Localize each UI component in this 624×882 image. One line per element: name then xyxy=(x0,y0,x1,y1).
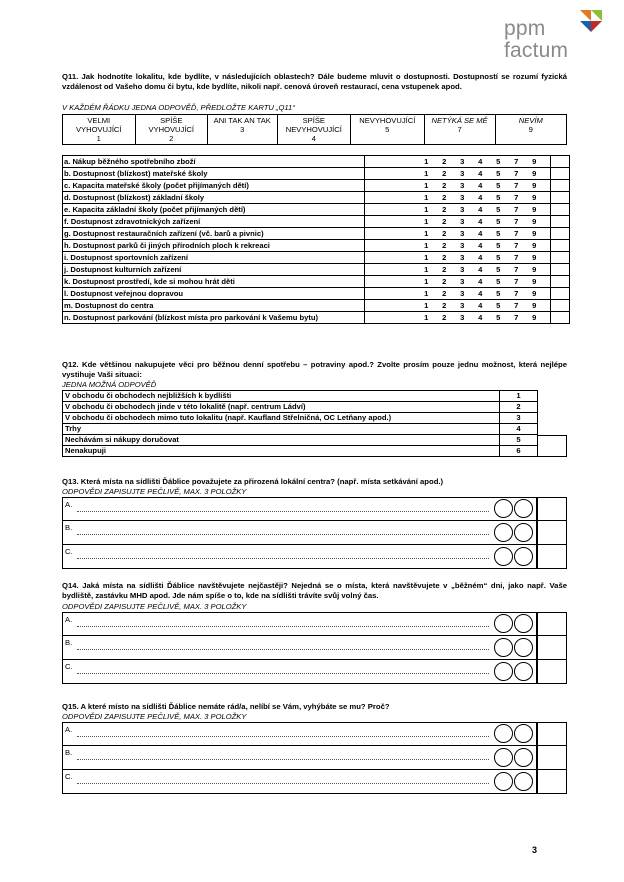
answer-code[interactable]: 4 xyxy=(478,193,483,202)
table-row xyxy=(63,216,570,228)
answer-code[interactable]: 1 xyxy=(424,277,429,286)
q12-option-code[interactable]: 2 xyxy=(500,402,538,413)
q11-item-label: i. Dostupnost sportovních zařízení xyxy=(63,252,365,264)
code-circle[interactable] xyxy=(494,662,513,681)
q12-answer-box[interactable] xyxy=(537,435,567,457)
answer-code[interactable]: 1 xyxy=(424,157,429,166)
q11-answer-box[interactable] xyxy=(551,168,570,180)
answer-code[interactable]: 3 xyxy=(460,181,465,190)
answer-code[interactable]: 1 xyxy=(424,181,429,190)
q11-item-label: l. Dostupnost veřejnou dopravou xyxy=(63,288,365,300)
answer-code[interactable]: 3 xyxy=(460,205,465,214)
answer-code[interactable]: 7 xyxy=(514,277,519,286)
page-number: 3 xyxy=(532,845,538,855)
q11-codes xyxy=(365,204,551,216)
scale-label: ANI TAK AN TAK xyxy=(213,116,271,125)
scale-header-cell xyxy=(277,115,351,145)
answer-code[interactable]: 2 xyxy=(442,241,447,250)
answer-box[interactable] xyxy=(537,722,567,746)
q12-option-label: V obchodu či obchodech nejbližších k bydlišti xyxy=(63,391,500,402)
scale-label: NETÝKÁ SE MĚ xyxy=(431,116,488,125)
code-circle[interactable] xyxy=(514,662,533,681)
answer-code[interactable]: 9 xyxy=(532,277,537,286)
answer-code[interactable]: 4 xyxy=(478,229,483,238)
q11-item-label: f. Dostupnost zdravotnických zařízení xyxy=(63,216,365,228)
q11-answer-box[interactable] xyxy=(551,264,570,276)
answer-code[interactable]: 4 xyxy=(478,157,483,166)
answer-code[interactable]: 7 xyxy=(514,229,519,238)
answer-code[interactable]: 1 xyxy=(424,169,429,178)
q11-item-label: a. Nákup běžného spotřebního zboží xyxy=(63,156,365,168)
code-circle[interactable] xyxy=(514,547,533,566)
answer-code[interactable]: 2 xyxy=(442,217,447,226)
answer-box[interactable] xyxy=(537,770,567,794)
answer-code[interactable]: 3 xyxy=(460,253,465,262)
answer-write-line[interactable] xyxy=(77,558,489,559)
answer-row-label: B. xyxy=(65,523,73,532)
answer-row-label: C. xyxy=(65,662,73,671)
answer-write-line[interactable] xyxy=(77,759,489,760)
answer-code[interactable]: 4 xyxy=(478,241,483,250)
table-row xyxy=(63,391,538,402)
q13-instruction: ODPOVĚDI ZAPISUJTE PEČLIVĚ, MAX. 3 POLOŽKY xyxy=(62,487,247,496)
answer-write-line[interactable] xyxy=(77,534,489,535)
answer-code[interactable]: 4 xyxy=(478,205,483,214)
table-row xyxy=(63,240,570,252)
scale-code: 7 xyxy=(457,125,462,134)
scale-label: SPÍŠE VYHOVUJÍCÍ xyxy=(148,116,195,134)
q11-answer-box[interactable] xyxy=(551,180,570,192)
answer-code[interactable]: 7 xyxy=(514,193,519,202)
answer-write-line[interactable] xyxy=(77,626,489,627)
answer-row xyxy=(62,545,537,569)
q14-question: Q14. Jaká místa na sídlišti Ďáblice navštěvujete nejčastěji? Nejedná se o místa, která navštěvujete v „běžném“ dni, jako např. Vaše bydliště, zastávku MHD apod. Jde nám spíše o to, kde na sídlišti trávíte svůj volný čas. xyxy=(62,581,567,600)
q11-codes xyxy=(365,156,551,168)
answer-code[interactable]: 3 xyxy=(460,277,465,286)
answer-code[interactable]: 3 xyxy=(460,301,465,310)
answer-code[interactable]: 1 xyxy=(424,313,429,322)
q12-option-label: Trhy xyxy=(63,424,500,435)
code-circle[interactable] xyxy=(494,547,513,566)
answer-code[interactable]: 5 xyxy=(496,277,501,286)
answer-code[interactable]: 2 xyxy=(442,277,447,286)
q11-answer-box[interactable] xyxy=(551,192,570,204)
q11-item-label: n. Dostupnost parkování (blízkost místa pro parkování k Vašemu bytu) xyxy=(63,312,365,324)
q11-answer-box[interactable] xyxy=(551,156,570,168)
answer-code[interactable]: 9 xyxy=(532,229,537,238)
answer-code[interactable]: 5 xyxy=(496,193,501,202)
q11-codes xyxy=(365,216,551,228)
table-row xyxy=(63,424,538,435)
answer-code[interactable]: 4 xyxy=(478,289,483,298)
scale-code: 9 xyxy=(528,125,533,134)
answer-code[interactable]: 2 xyxy=(442,301,447,310)
answer-code[interactable]: 9 xyxy=(532,157,537,166)
scale-label: NEVÍM xyxy=(518,116,543,125)
answer-row-label: A. xyxy=(65,615,73,624)
code-circle[interactable] xyxy=(494,638,513,657)
answer-code[interactable]: 9 xyxy=(532,301,537,310)
answer-code[interactable]: 5 xyxy=(496,205,501,214)
q11-codes xyxy=(365,168,551,180)
scale-header-cell xyxy=(135,115,208,145)
answer-row xyxy=(62,612,537,636)
answer-row xyxy=(62,636,537,660)
q12-option-label: V obchodu či obchodech mimo tuto lokalitu (např. Kaufland Střelničná, OC Letňany apod.) xyxy=(63,413,500,424)
table-row xyxy=(63,192,570,204)
answer-code[interactable]: 7 xyxy=(514,181,519,190)
q12-option-code[interactable]: 4 xyxy=(500,424,538,435)
q11-scale-header xyxy=(62,114,567,145)
q11-codes xyxy=(365,240,551,252)
answer-code[interactable]: 5 xyxy=(496,157,501,166)
table-row xyxy=(63,252,570,264)
q11-answer-box[interactable] xyxy=(551,288,570,300)
q12-option-code[interactable]: 5 xyxy=(500,435,538,446)
answer-code[interactable]: 9 xyxy=(532,217,537,226)
answer-code[interactable]: 9 xyxy=(532,313,537,322)
answer-code[interactable]: 7 xyxy=(514,241,519,250)
q11-item-label: b. Dostupnost (blízkost) mateřské školy xyxy=(63,168,365,180)
answer-row xyxy=(62,660,537,684)
answer-code[interactable]: 9 xyxy=(532,205,537,214)
code-circle[interactable] xyxy=(494,772,513,791)
table-row xyxy=(63,446,538,457)
answer-code[interactable]: 9 xyxy=(532,241,537,250)
logo-line-1: ppm xyxy=(504,17,546,40)
answer-row-label: B. xyxy=(65,638,73,647)
q12-option-code[interactable]: 1 xyxy=(500,391,538,402)
q12-instruction: JEDNA MOŽNÁ ODPOVĚĎ xyxy=(62,380,157,389)
q13-question: Q13. Která místa na sídlišti Ďáblice považujete za přirozená lokální centra? (např. místa setkávání apod.) xyxy=(62,477,444,486)
answer-code[interactable]: 7 xyxy=(514,205,519,214)
answer-row xyxy=(62,497,537,521)
q11-answer-box[interactable] xyxy=(551,216,570,228)
q11-item-label: c. Kapacita mateřské školy (počet přijímaných dětí) xyxy=(63,180,365,192)
answer-row-label: B. xyxy=(65,748,73,757)
code-circle[interactable] xyxy=(514,523,533,542)
table-row xyxy=(63,180,570,192)
answer-code[interactable]: 9 xyxy=(532,169,537,178)
q12-option-code[interactable]: 6 xyxy=(500,446,538,457)
answer-code[interactable]: 9 xyxy=(532,289,537,298)
answer-code[interactable]: 4 xyxy=(478,277,483,286)
scale-label: NEVYHOVUJÍCÍ xyxy=(359,116,416,125)
answer-code[interactable]: 7 xyxy=(514,301,519,310)
answer-row-label: C. xyxy=(65,547,73,556)
answer-code[interactable]: 2 xyxy=(442,181,447,190)
table-row xyxy=(63,435,538,446)
answer-code[interactable]: 1 xyxy=(424,205,429,214)
answer-write-line[interactable] xyxy=(77,736,489,737)
q11-item-label: h. Dostupnost parků či jiných přírodních ploch k rekreaci xyxy=(63,240,365,252)
answer-code[interactable]: 3 xyxy=(460,313,465,322)
answer-code[interactable]: 3 xyxy=(460,229,465,238)
answer-code[interactable]: 5 xyxy=(496,217,501,226)
answer-code[interactable]: 2 xyxy=(442,289,447,298)
answer-code[interactable]: 2 xyxy=(442,265,447,274)
q11-codes xyxy=(365,312,551,324)
code-circle[interactable] xyxy=(514,499,533,518)
answer-code[interactable]: 1 xyxy=(424,193,429,202)
answer-row xyxy=(62,722,537,746)
answer-code[interactable]: 2 xyxy=(442,313,447,322)
scale-code: 2 xyxy=(169,134,174,143)
scale-label: VELMI VYHOVUJÍCÍ xyxy=(75,116,122,134)
answer-code[interactable]: 2 xyxy=(442,253,447,262)
answer-code[interactable]: 3 xyxy=(460,169,465,178)
q11-codes xyxy=(365,264,551,276)
answer-code[interactable]: 4 xyxy=(478,265,483,274)
answer-code[interactable]: 4 xyxy=(478,217,483,226)
q11-answer-box[interactable] xyxy=(551,300,570,312)
answer-code[interactable]: 2 xyxy=(442,205,447,214)
q11-grid xyxy=(62,155,570,324)
scale-code: 4 xyxy=(311,134,316,143)
answer-code[interactable]: 7 xyxy=(514,253,519,262)
q12-option-label: Nechávám si nákupy doručovat xyxy=(63,435,500,446)
code-circle[interactable] xyxy=(514,748,533,767)
code-circle[interactable] xyxy=(494,523,513,542)
q15-instruction: ODPOVĚDI ZAPISUJTE PEČLIVĚ, MAX. 3 POLOŽKY xyxy=(62,712,247,721)
table-row xyxy=(63,402,538,413)
table-row xyxy=(63,276,570,288)
q11-answer-box[interactable] xyxy=(551,276,570,288)
answer-code[interactable]: 5 xyxy=(496,169,501,178)
answer-write-line[interactable] xyxy=(77,673,489,674)
answer-code[interactable]: 1 xyxy=(424,301,429,310)
answer-code[interactable]: 4 xyxy=(478,313,483,322)
q11-item-label: e. Kapacita základní školy (počet přijímaných dětí) xyxy=(63,204,365,216)
answer-box[interactable] xyxy=(537,521,567,545)
scale-code: 1 xyxy=(96,134,101,143)
code-circle[interactable] xyxy=(514,614,533,633)
answer-box[interactable] xyxy=(537,497,567,521)
q12-question: Q12. Kde většinou nakupujete věci pro běžnou denní spotřebu – potraviny apod.? Zvolte prosím pouze jednu možnost, která nejlépe vystihuje Vaši situaci: xyxy=(62,360,567,379)
code-circle[interactable] xyxy=(494,748,513,767)
scale-header-cell xyxy=(351,115,425,145)
answer-code[interactable]: 1 xyxy=(424,241,429,250)
answer-row xyxy=(62,746,537,770)
answer-code[interactable]: 4 xyxy=(478,301,483,310)
answer-code[interactable]: 3 xyxy=(460,289,465,298)
q11-codes xyxy=(365,252,551,264)
q11-question: Q11. Jak hodnotíte lokalitu, kde bydlíte, v následujících oblastech? Dále budeme mluvit o dostupnosti. Dostupností se rozumí fyzická vzdálenost od Vašeho domu či bytu, kde bydlíte, nikoli např. cenová úroveň restaurací, cena vstupenek apod. xyxy=(62,72,567,91)
answer-write-line[interactable] xyxy=(77,783,489,784)
q11-answer-box[interactable] xyxy=(551,204,570,216)
answer-code[interactable]: 3 xyxy=(460,265,465,274)
table-row xyxy=(63,156,570,168)
scale-label: SPÍŠE NEVYHOVUJÍCÍ xyxy=(285,116,342,134)
answer-code[interactable]: 5 xyxy=(496,181,501,190)
answer-code[interactable]: 1 xyxy=(424,229,429,238)
answer-code[interactable]: 9 xyxy=(532,253,537,262)
logo-mark-icon xyxy=(580,10,602,32)
q11-item-label: d. Dostupnost (blízkost) základní školy xyxy=(63,192,365,204)
q12-option-label: V obchodu či obchodech jinde v této lokalitě (např. centrum Ládví) xyxy=(63,402,500,413)
scale-header-cell xyxy=(424,115,495,145)
table-row xyxy=(63,228,570,240)
q11-item-label: j. Dostupnost kulturních zařízení xyxy=(63,264,365,276)
answer-code[interactable]: 7 xyxy=(514,313,519,322)
answer-box[interactable] xyxy=(537,545,567,569)
q11-codes xyxy=(365,180,551,192)
answer-code[interactable]: 7 xyxy=(514,157,519,166)
q11-item-label: g. Dostupnost restauračních zařízení (vč. barů a pivnic) xyxy=(63,228,365,240)
q11-codes xyxy=(365,228,551,240)
scale-code: 5 xyxy=(385,125,390,134)
answer-box[interactable] xyxy=(537,660,567,684)
q11-answer-box[interactable] xyxy=(551,252,570,264)
q11-codes xyxy=(365,288,551,300)
q14-instruction: ODPOVĚDI ZAPISUJTE PEČLIVĚ, MAX. 3 POLOŽKY xyxy=(62,602,247,611)
table-row xyxy=(63,168,570,180)
answer-code[interactable]: 3 xyxy=(460,241,465,250)
answer-code[interactable]: 2 xyxy=(442,157,447,166)
answer-code[interactable]: 2 xyxy=(442,229,447,238)
q11-item-label: m. Dostupnost do centra xyxy=(63,300,365,312)
q15-question: Q15. A které místo na sídlišti Ďáblice nemáte rád/a, nelíbí se Vám, vyhýbáte se mu? Proč? xyxy=(62,702,390,711)
answer-code[interactable]: 7 xyxy=(514,169,519,178)
q11-answer-box[interactable] xyxy=(551,228,570,240)
answer-box[interactable] xyxy=(537,612,567,636)
q11-answer-box[interactable] xyxy=(551,312,570,324)
answer-code[interactable]: 2 xyxy=(442,193,447,202)
answer-code[interactable]: 7 xyxy=(514,289,519,298)
q12-options xyxy=(62,390,538,457)
answer-row-label: A. xyxy=(65,500,73,509)
answer-code[interactable]: 3 xyxy=(460,193,465,202)
code-circle[interactable] xyxy=(494,499,513,518)
q12-option-label: Nenakupuji xyxy=(63,446,500,457)
answer-code[interactable]: 9 xyxy=(532,265,537,274)
q11-codes xyxy=(365,192,551,204)
table-row xyxy=(63,413,538,424)
logo-line-2: factum xyxy=(504,39,569,62)
code-circle[interactable] xyxy=(514,772,533,791)
answer-code[interactable]: 5 xyxy=(496,313,501,322)
code-circle[interactable] xyxy=(514,724,533,743)
answer-box[interactable] xyxy=(537,746,567,770)
answer-code[interactable]: 5 xyxy=(496,265,501,274)
answer-row xyxy=(62,521,537,545)
table-row xyxy=(63,288,570,300)
answer-code[interactable]: 7 xyxy=(514,217,519,226)
table-row xyxy=(63,312,570,324)
answer-code[interactable]: 2 xyxy=(442,169,447,178)
answer-code[interactable]: 1 xyxy=(424,289,429,298)
company-logo xyxy=(504,18,568,62)
answer-box[interactable] xyxy=(537,636,567,660)
answer-code[interactable]: 9 xyxy=(532,193,537,202)
answer-code[interactable]: 9 xyxy=(532,181,537,190)
table-row xyxy=(63,300,570,312)
scale-header-cell xyxy=(495,115,566,145)
answer-code[interactable]: 3 xyxy=(460,217,465,226)
answer-code[interactable]: 5 xyxy=(496,229,501,238)
answer-code[interactable]: 4 xyxy=(478,253,483,262)
code-circle[interactable] xyxy=(494,724,513,743)
table-row xyxy=(63,204,570,216)
q11-answer-box[interactable] xyxy=(551,240,570,252)
answer-code[interactable]: 1 xyxy=(424,253,429,262)
scale-header-cell xyxy=(208,115,278,145)
answer-write-line[interactable] xyxy=(77,649,489,650)
answer-code[interactable]: 5 xyxy=(496,289,501,298)
scale-header-cell xyxy=(63,115,136,145)
q12-option-code[interactable]: 3 xyxy=(500,413,538,424)
answer-code[interactable]: 7 xyxy=(514,265,519,274)
answer-row xyxy=(62,770,537,794)
answer-row-label: C. xyxy=(65,772,73,781)
answer-write-line[interactable] xyxy=(77,511,489,512)
code-circle[interactable] xyxy=(514,638,533,657)
code-circle[interactable] xyxy=(494,614,513,633)
q11-codes xyxy=(365,276,551,288)
answer-row-label: A. xyxy=(65,725,73,734)
scale-code: 3 xyxy=(240,125,245,134)
q11-codes xyxy=(365,300,551,312)
answer-code[interactable]: 3 xyxy=(460,157,465,166)
q11-instruction: V KAŽDÉM ŘÁDKU JEDNA ODPOVĚĎ, PŘEDLOŽTE KARTU „Q11“ xyxy=(62,103,295,112)
table-row xyxy=(63,264,570,276)
answer-code[interactable]: 5 xyxy=(496,253,501,262)
answer-code[interactable]: 5 xyxy=(496,241,501,250)
answer-code[interactable]: 4 xyxy=(478,181,483,190)
answer-code[interactable]: 5 xyxy=(496,301,501,310)
answer-code[interactable]: 4 xyxy=(478,169,483,178)
q11-item-label: k. Dostupnost prostředí, kde si mohou hrát děti xyxy=(63,276,365,288)
answer-code[interactable]: 1 xyxy=(424,217,429,226)
answer-code[interactable]: 1 xyxy=(424,265,429,274)
